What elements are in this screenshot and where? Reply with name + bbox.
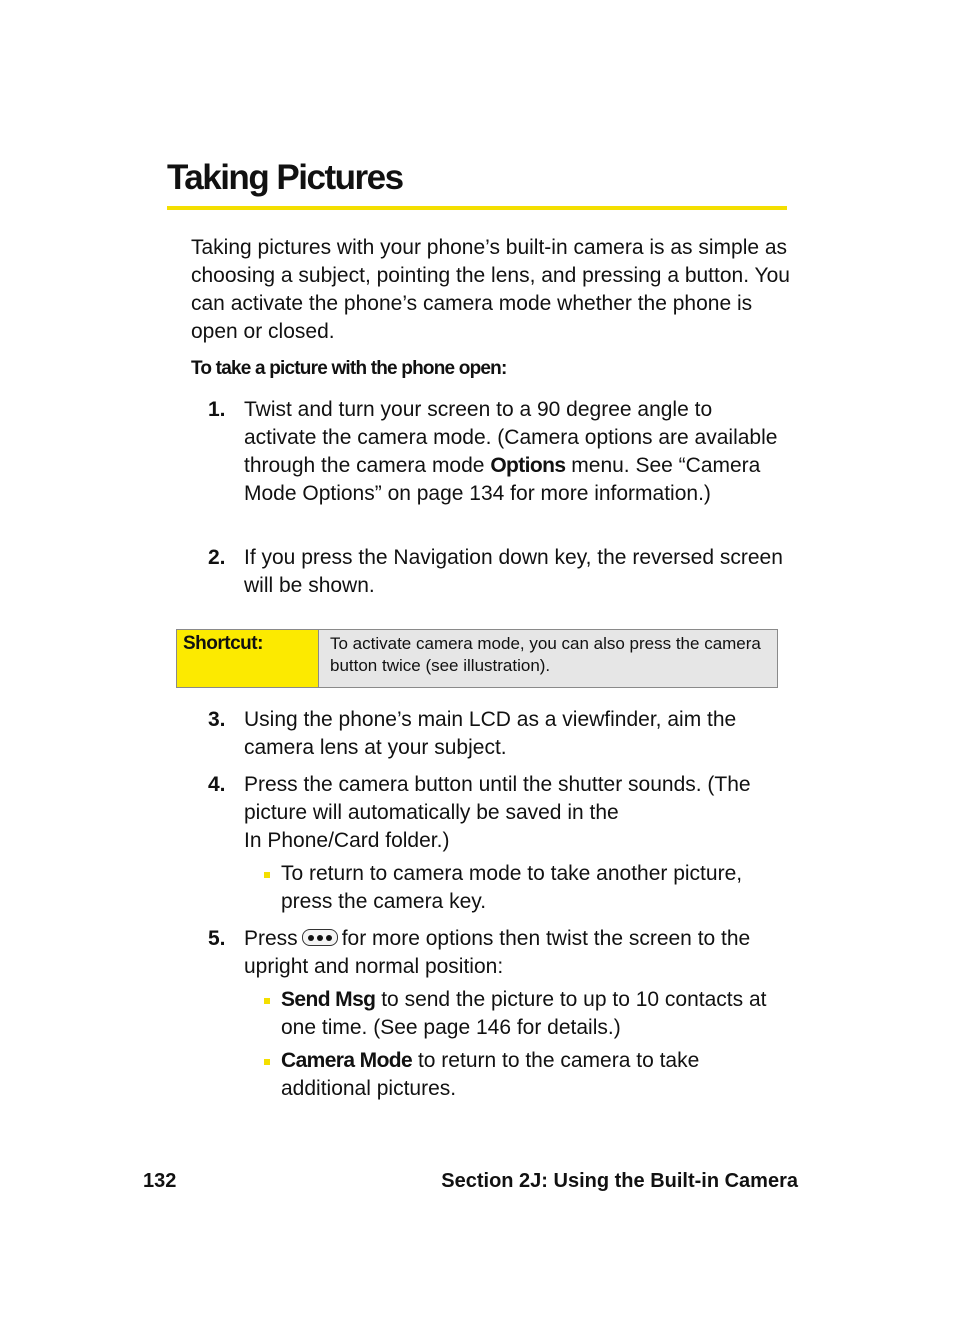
step-4 bbox=[208, 771, 788, 855]
step-1 bbox=[208, 396, 788, 508]
bullet-text: Send Msg to send the picture to up to 10 contacts at one time. (See page 146 for details.) bbox=[281, 988, 767, 1039]
intro-paragraph: Taking pictures with your phone’s built-in camera is as simple as choosing a subject, pointing the lens, and pressing a button. You can activate the phone’s camera mode whether the phone is open or closed. bbox=[191, 236, 790, 343]
page-title: Taking Pictures bbox=[167, 158, 403, 197]
step-text: Twist and turn your screen to a 90 degree angle to activate the camera mode. (Camera options are available through the camera mode Options menu. See “Camera Mode Options” on page 134 for more information.) bbox=[244, 398, 778, 505]
options-menu-label: Options bbox=[490, 454, 566, 477]
bullet-square-icon bbox=[264, 998, 270, 1004]
bullet-text: Camera Mode to return to the camera to take additional pictures. bbox=[281, 1049, 700, 1100]
step-number: 3. bbox=[208, 708, 226, 731]
shortcut-box bbox=[176, 629, 778, 688]
step-4-bullet bbox=[262, 860, 792, 916]
step-5-bullet-camera-mode bbox=[262, 1047, 792, 1103]
shortcut-label: Shortcut: bbox=[177, 630, 319, 687]
step-5-bullet-send-msg bbox=[262, 986, 792, 1042]
shortcut-text: To activate camera mode, you can also press the camera button twice (see illustration). bbox=[319, 630, 777, 687]
step-2 bbox=[208, 544, 788, 600]
menu-key-three-dots-icon bbox=[302, 929, 338, 946]
bullet-square-icon bbox=[264, 1059, 270, 1065]
step-text: Press the camera button until the shutter sounds. (The picture will automatically be saved in the In Phone/Card folder.) bbox=[244, 773, 751, 852]
step-number: 4. bbox=[208, 773, 226, 796]
step-number: 5. bbox=[208, 927, 226, 950]
step-text: Using the phone’s main LCD as a viewfinder, aim the camera lens at your subject. bbox=[244, 708, 737, 759]
step-text: Press for more options then twist the screen to the upright and normal position: bbox=[244, 927, 751, 978]
step-text: If you press the Navigation down key, the reversed screen will be shown. bbox=[244, 546, 783, 597]
camera-mode-label: Camera Mode bbox=[281, 1049, 413, 1072]
step-number: 1. bbox=[208, 398, 226, 421]
step-3 bbox=[208, 706, 788, 762]
bullet-square-icon bbox=[264, 872, 270, 878]
step-number: 2. bbox=[208, 546, 226, 569]
bullet-text: To return to camera mode to take another picture, press the camera key. bbox=[281, 862, 743, 913]
footer-section-title: Section 2J: Using the Built-in Camera bbox=[441, 1170, 798, 1192]
procedure-heading: To take a picture with the phone open: bbox=[191, 358, 507, 379]
title-rule bbox=[167, 206, 787, 210]
send-msg-label: Send Msg bbox=[281, 988, 376, 1011]
footer-page-number: 132 bbox=[143, 1170, 177, 1192]
step-5 bbox=[208, 925, 788, 981]
